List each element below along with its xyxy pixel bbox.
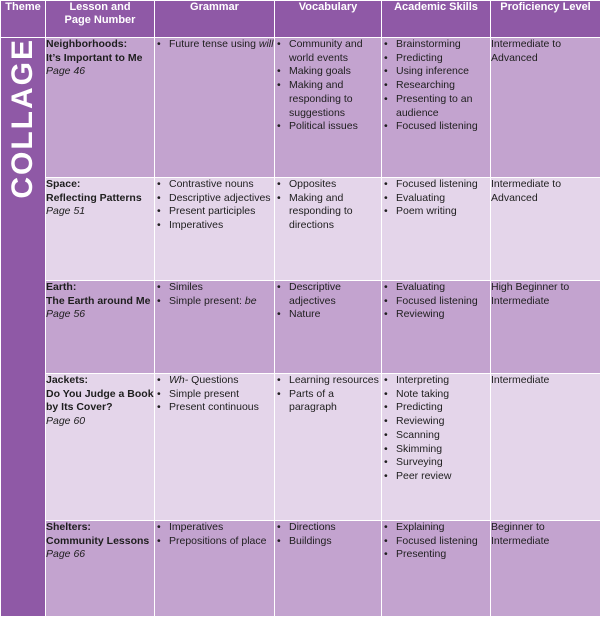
vocabulary-item: • Making and responding to suggestions xyxy=(275,79,381,120)
grammar-list xyxy=(155,178,274,233)
proficiency-cell xyxy=(491,521,600,617)
proficiency-cell xyxy=(491,178,600,281)
header-lesson xyxy=(46,1,155,38)
academic-skill-item: • Presenting xyxy=(382,548,490,562)
lesson-cell xyxy=(46,178,155,281)
lesson-title: Shelters: xyxy=(46,521,154,535)
lesson-subtitle: Reflecting Patterns xyxy=(46,192,154,206)
header-row xyxy=(1,1,600,38)
header-theme: Theme xyxy=(1,1,46,38)
academic-skill-item: • Presenting to an audience xyxy=(382,93,490,120)
vocabulary-cell xyxy=(275,374,382,521)
vocabulary-cell xyxy=(275,281,382,374)
grammar-list xyxy=(155,374,274,415)
lesson-cell xyxy=(46,521,155,617)
vocabulary-item: • Descriptive adjectives xyxy=(275,281,381,308)
table-row xyxy=(1,521,600,617)
lesson-page: Page 51 xyxy=(46,205,154,219)
table-row xyxy=(1,281,600,374)
academic-skill-item: • Evaluating xyxy=(382,281,490,295)
table-row xyxy=(1,38,600,178)
grammar-item xyxy=(155,219,274,233)
grammar-cell xyxy=(155,178,275,281)
vocabulary-item: • Opposites xyxy=(275,178,381,192)
grammar-item xyxy=(155,178,274,192)
lesson-title: Space: xyxy=(46,178,154,192)
academic-skills-cell xyxy=(382,38,491,178)
academic-skill-item: • Using inference xyxy=(382,65,490,79)
academic-skill-item: • Interpreting xyxy=(382,374,490,388)
vocabulary-list xyxy=(275,178,381,233)
grammar-text: Simple present xyxy=(169,388,239,400)
grammar-emphasis: be xyxy=(245,295,257,307)
grammar-text: Simple present: xyxy=(169,295,245,307)
table-row xyxy=(1,374,600,521)
academic-skill-item: • Reviewing xyxy=(382,308,490,322)
grammar-cell xyxy=(155,38,275,178)
grammar-item xyxy=(155,192,274,206)
academic-skill-item: • Peer review xyxy=(382,470,490,484)
grammar-cell xyxy=(155,374,275,521)
academic-skill-item: • Focused listening xyxy=(382,120,490,134)
academic-skills-cell xyxy=(382,281,491,374)
vocabulary-item: • Community and world events xyxy=(275,38,381,65)
lesson-cell xyxy=(46,38,155,178)
academic-skill-item: • Surveying xyxy=(382,456,490,470)
proficiency-cell xyxy=(491,281,600,374)
proficiency-cell xyxy=(491,374,600,521)
vocabulary-item: • Making goals xyxy=(275,65,381,79)
academic-skill-item: • Focused listening xyxy=(382,295,490,309)
grammar-item xyxy=(155,205,274,219)
proficiency-level: High Beginner to Intermediate xyxy=(491,281,569,307)
grammar-item xyxy=(155,521,274,535)
header-academic-skills: Academic Skills xyxy=(382,1,491,38)
academic-skill-item: • Predicting xyxy=(382,401,490,415)
grammar-list xyxy=(155,281,274,308)
lesson-title: Earth: xyxy=(46,281,154,295)
proficiency-level: Intermediate to Advanced xyxy=(491,178,561,204)
header-lesson-line1: Lesson and xyxy=(69,1,130,13)
lesson-subtitle: It’s Important to Me xyxy=(46,52,154,66)
vocabulary-item: • Directions xyxy=(275,521,381,535)
lesson-cell xyxy=(46,374,155,521)
academic-skill-item: • Skimming xyxy=(382,443,490,457)
grammar-item xyxy=(155,535,274,549)
vocabulary-item: • Political issues xyxy=(275,120,381,134)
grammar-cell xyxy=(155,281,275,374)
grammar-emphasis: Wh- xyxy=(169,374,188,386)
grammar-item xyxy=(155,281,274,295)
grammar-text: Prepositions of place xyxy=(169,535,266,547)
proficiency-level: Intermediate xyxy=(491,374,549,386)
header-vocabulary: Vocabulary xyxy=(275,1,382,38)
vocabulary-cell xyxy=(275,38,382,178)
academic-skill-item: • Poem writing xyxy=(382,205,490,219)
academic-skill-item: • Note taking xyxy=(382,388,490,402)
header-grammar: Grammar xyxy=(155,1,275,38)
grammar-text: Descriptive adjectives xyxy=(169,192,271,204)
vocabulary-list xyxy=(275,281,381,322)
grammar-item xyxy=(155,295,274,309)
vocabulary-list xyxy=(275,521,381,548)
grammar-item xyxy=(155,38,274,52)
grammar-text: Imperatives xyxy=(169,219,223,231)
header-proficiency-level: Proficiency Level xyxy=(491,1,600,38)
vocabulary-item: • Nature xyxy=(275,308,381,322)
vocabulary-cell xyxy=(275,178,382,281)
vocabulary-cell xyxy=(275,521,382,617)
academic-skill-item: • Brainstorming xyxy=(382,38,490,52)
theme-label: COLLAGE xyxy=(6,38,40,199)
academic-skills-list xyxy=(382,374,490,484)
grammar-text: Present continuous xyxy=(169,401,259,413)
academic-skills-cell xyxy=(382,178,491,281)
grammar-list xyxy=(155,38,274,52)
proficiency-level: Intermediate to Advanced xyxy=(491,38,561,64)
grammar-text: Similes xyxy=(169,281,203,293)
academic-skill-item: • Focused listening xyxy=(382,535,490,549)
lesson-page: Page 46 xyxy=(46,65,154,79)
lesson-subtitle: The Earth around Me xyxy=(46,295,154,309)
theme-cell xyxy=(1,38,46,617)
lesson-title: Jackets: xyxy=(46,374,154,388)
vocabulary-item: • Parts of a paragraph xyxy=(275,388,381,415)
lesson-cell xyxy=(46,281,155,374)
academic-skills-cell xyxy=(382,374,491,521)
academic-skill-item: • Focused listening xyxy=(382,178,490,192)
academic-skill-item: • Evaluating xyxy=(382,192,490,206)
grammar-text: Future tense using xyxy=(169,38,259,50)
academic-skills-cell xyxy=(382,521,491,617)
academic-skill-item: • Researching xyxy=(382,79,490,93)
vocabulary-item: • Learning resources xyxy=(275,374,381,388)
proficiency-cell xyxy=(491,38,600,178)
academic-skills-list xyxy=(382,281,490,322)
grammar-text: Contrastive nouns xyxy=(169,178,254,190)
vocabulary-item: • Buildings xyxy=(275,535,381,549)
grammar-emphasis: will xyxy=(259,38,274,50)
academic-skill-item: • Explaining xyxy=(382,521,490,535)
lesson-subtitle: Do You Judge a Book by Its Cover? xyxy=(46,388,154,415)
academic-skills-list xyxy=(382,38,490,134)
academic-skills-list xyxy=(382,521,490,562)
lesson-page: Page 56 xyxy=(46,308,154,322)
vocabulary-list xyxy=(275,38,381,134)
header-lesson-line2: Page Number xyxy=(65,14,136,26)
grammar-text: Present participles xyxy=(169,205,255,217)
grammar-text-after: Questions xyxy=(188,374,238,386)
vocabulary-list xyxy=(275,374,381,415)
proficiency-level: Beginner to Intermediate xyxy=(491,521,549,547)
vocabulary-item: • Making and responding to directions xyxy=(275,192,381,233)
lesson-page: Page 60 xyxy=(46,415,154,429)
grammar-item xyxy=(155,388,274,402)
academic-skill-item: • Scanning xyxy=(382,429,490,443)
lesson-page: Page 66 xyxy=(46,548,154,562)
lesson-subtitle: Community Lessons xyxy=(46,535,154,549)
grammar-item xyxy=(155,401,274,415)
academic-skill-item: • Predicting xyxy=(382,52,490,66)
academic-skill-item: • Reviewing xyxy=(382,415,490,429)
grammar-cell xyxy=(155,521,275,617)
grammar-item xyxy=(155,374,274,388)
table-row xyxy=(1,178,600,281)
lesson-title: Neighborhoods: xyxy=(46,38,154,52)
grammar-list xyxy=(155,521,274,548)
grammar-text: Imperatives xyxy=(169,521,223,533)
academic-skills-list xyxy=(382,178,490,219)
